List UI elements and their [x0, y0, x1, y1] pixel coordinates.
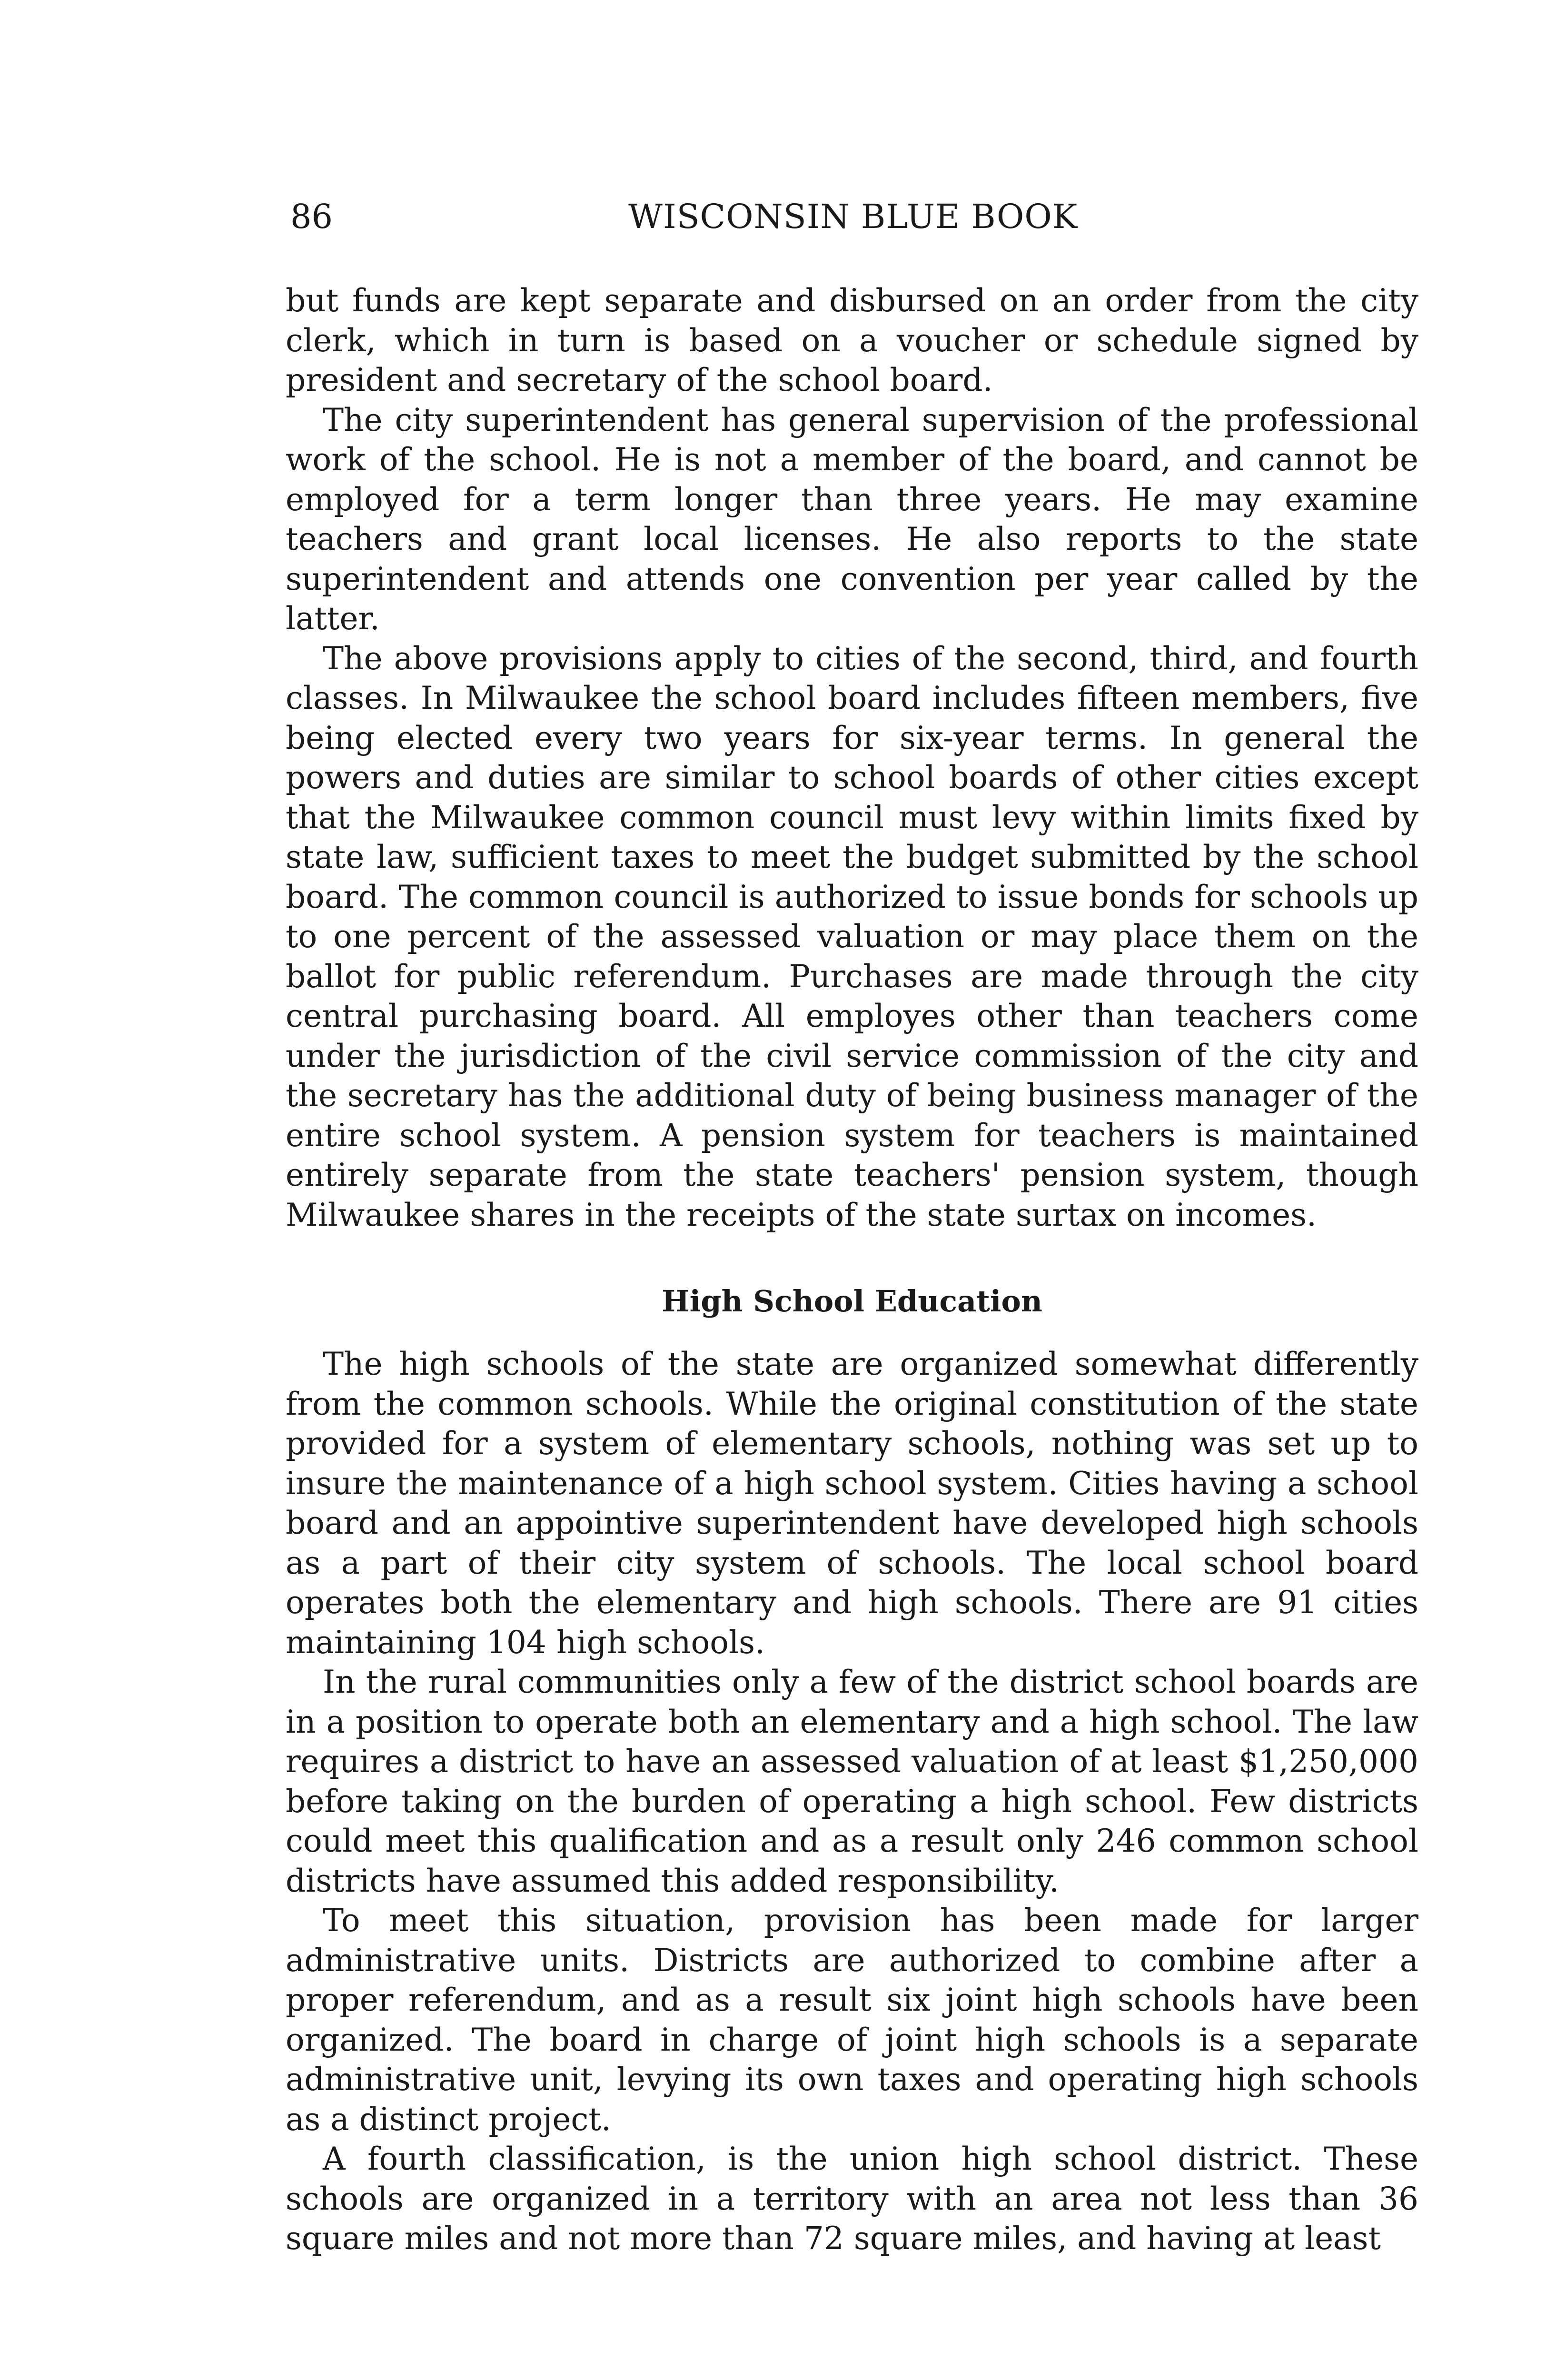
paragraph: The city superintendent has general supervision of the professional work of the school. He is not a member of the board, and cannot be employed for a term longer than three years. He may examine teachers and grant local licenses. He also reports to the state superintendent and attends one convention per year called by the latter. [286, 401, 1418, 637]
book-page [286, 190, 1418, 2259]
paragraph: A fourth classification, is the union high school district. These schools are organized in a territory with an area not less than 36 square miles and not more than 72 square miles, and having at least [286, 2141, 1418, 2257]
running-header [286, 190, 1418, 243]
paragraph: The high schools of the state are organized somewhat differently from the common schools. While the original constitution of the state provided for a system of elementary schools, nothing was set up to insure the maintenance of a high school system. Cities having a school board and an appointive superintendent have developed high schools as a part of their city system of schools. The local school board operates both the elementary and high schools. There are 91 cities maintaining 104 high schools. [286, 1346, 1418, 1661]
paragraph: In the rural communities only a few of the district school boards are in a position to operate both an elementary and a high school. The law requires a district to have an assessed valuation of at least $1,250,000 before taking on the burden of operating a high school. Few districts could meet this qualification and as a result only 246 common school districts have assumed this added responsibility. [286, 1664, 1418, 1899]
running-title: WISCONSIN BLUE BOOK [628, 197, 1078, 236]
paragraph: The above provisions apply to cities of the second, third, and fourth classes. In Milwaukee the school board includes fifteen members, five being elected every two years for six-year terms. In general the powers and duties are similar to school boards of other cities except that the Milwaukee common council must levy within limits fixed by state law, sufficient taxes to meet the budget submitted by the school board. The common council is authorized to issue bonds for schools up to one percent of the assessed valuation or may place them on the ballot for public referendum. Purchases are made through the city central purchasing board. All employes other than teachers come under the jurisdiction of the civil service commission of the city and the secretary has the additional duty of being business manager of the entire school system. A pension system for teachers is maintained entirely separate from the state teachers' pension system, though Milwaukee shares in the receipts of the state surtax on incomes. [286, 640, 1418, 1233]
page-number: 86 [290, 197, 333, 236]
section-heading: High School Education [662, 1284, 1042, 1319]
body-text [286, 281, 1418, 2259]
paragraph: To meet this situation, provision has been made for larger administrative units. Districts are authorized to combine after a proper referendum, and as a result six joint high schools have been organized. The board in charge of joint high schools is a separate administrative unit, levying its own taxes and operating high schools as a distinct project. [286, 1902, 1418, 2138]
paragraph: but funds are kept separate and disbursed on an order from the city clerk, which in turn is based on a voucher or schedule signed by president and secretary of the school board. [286, 282, 1418, 398]
